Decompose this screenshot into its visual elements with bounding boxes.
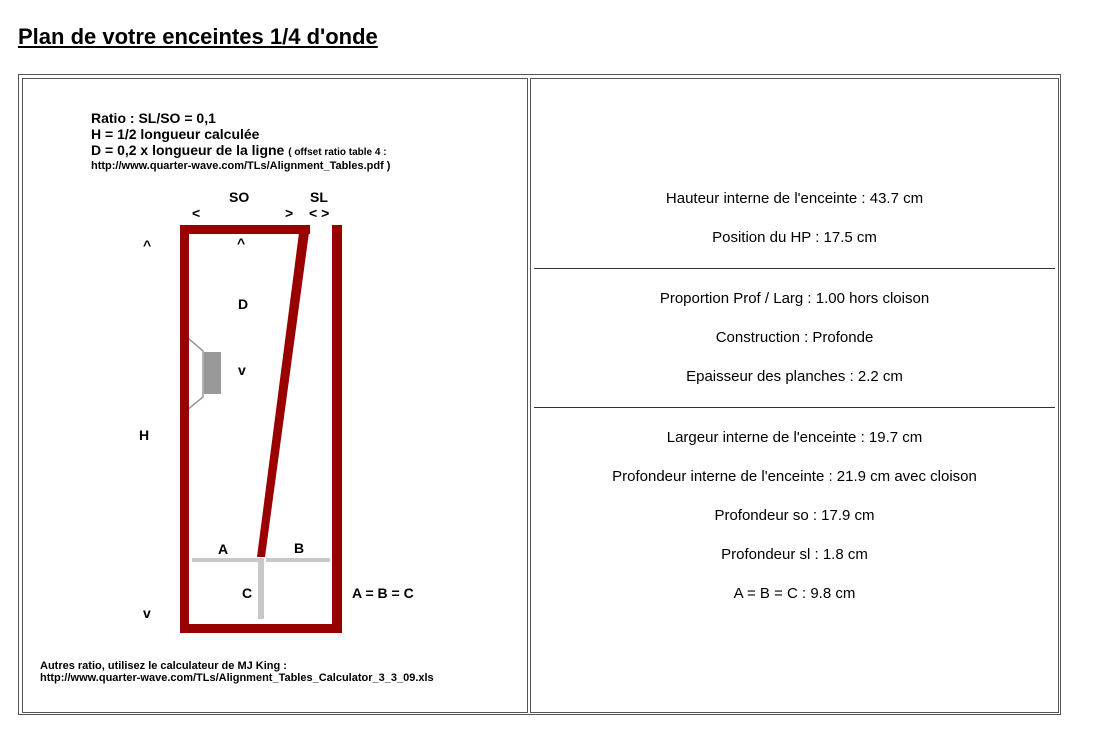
h-top-arrow-icon: ^ bbox=[143, 237, 152, 253]
label-sl: SL bbox=[310, 189, 328, 205]
result-line: Position du HP : 17.5 cm bbox=[712, 229, 877, 246]
note-d-text: D = 0,2 x longueur de la ligne bbox=[91, 142, 285, 158]
results-group-internal bbox=[531, 418, 1058, 613]
note-h-definition: H = 1/2 longueur calculée bbox=[91, 126, 260, 142]
speaker-magnet bbox=[204, 352, 221, 394]
partition-a bbox=[192, 558, 260, 562]
h-bottom-arrow-icon: v bbox=[143, 605, 151, 621]
label-h: H bbox=[139, 427, 150, 443]
sl-arrows-icon: < > bbox=[309, 205, 330, 221]
result-line: Profondeur interne de l'enceinte : 21.9 cm avec cloison bbox=[612, 468, 977, 485]
wall-bottom bbox=[180, 624, 342, 633]
results-cell bbox=[530, 78, 1059, 713]
note-url-alignment-tables: http://www.quarter-wave.com/TLs/Alignment_Tables.pdf ) bbox=[91, 160, 391, 172]
wall-left bbox=[180, 225, 189, 633]
result-line: Hauteur interne de l'enceinte : 43.7 cm bbox=[665, 190, 924, 207]
note-url-calculator: http://www.quarter-wave.com/TLs/Alignment_Tables_Calculator_3_3_09.xls bbox=[40, 672, 434, 684]
label-b: B bbox=[294, 540, 305, 556]
d-bottom-arrow-icon: v bbox=[238, 362, 246, 378]
result-line: Profondeur sl : 1.8 cm bbox=[721, 546, 868, 563]
so-left-arrow-icon: < bbox=[192, 205, 201, 221]
label-abc: A = B = C bbox=[352, 585, 414, 601]
result-line: Proportion Prof / Larg : 1.00 hors cloison bbox=[659, 290, 930, 307]
label-c: C bbox=[242, 585, 253, 601]
results-group-construction bbox=[531, 279, 1058, 396]
enclosure-diagram bbox=[23, 79, 529, 714]
d-top-arrow-icon: ^ bbox=[237, 235, 246, 251]
label-so: SO bbox=[229, 189, 250, 205]
note-ratio: Ratio : SL/SO = 0,1 bbox=[91, 110, 216, 126]
note-other-ratios: Autres ratio, utilisez le calculateur de MJ King : bbox=[40, 660, 287, 672]
result-line: A = B = C : 9.8 cm bbox=[733, 585, 856, 602]
note-d-reference: ( offset ratio table 4 : bbox=[288, 147, 387, 158]
partition-c bbox=[258, 558, 264, 619]
result-line: Construction : Profonde bbox=[715, 329, 874, 346]
wall-right bbox=[332, 225, 342, 633]
wall-slanted-divider bbox=[257, 225, 310, 557]
label-a: A bbox=[218, 541, 229, 557]
partition-b bbox=[266, 558, 330, 562]
result-line: Epaisseur des planches : 2.2 cm bbox=[686, 368, 903, 385]
page-title: Plan de votre enceintes 1/4 d'onde bbox=[18, 24, 378, 49]
diagram-cell bbox=[22, 78, 528, 713]
result-line: Largeur interne de l'enceinte : 19.7 cm bbox=[666, 429, 923, 446]
so-right-arrow-icon: > bbox=[285, 205, 294, 221]
result-line: Profondeur so : 17.9 cm bbox=[714, 507, 875, 524]
results-group-dimensions bbox=[531, 179, 1058, 257]
label-d: D bbox=[238, 296, 249, 312]
section-divider bbox=[534, 407, 1055, 408]
section-divider bbox=[534, 268, 1055, 269]
wall-top bbox=[180, 225, 310, 234]
